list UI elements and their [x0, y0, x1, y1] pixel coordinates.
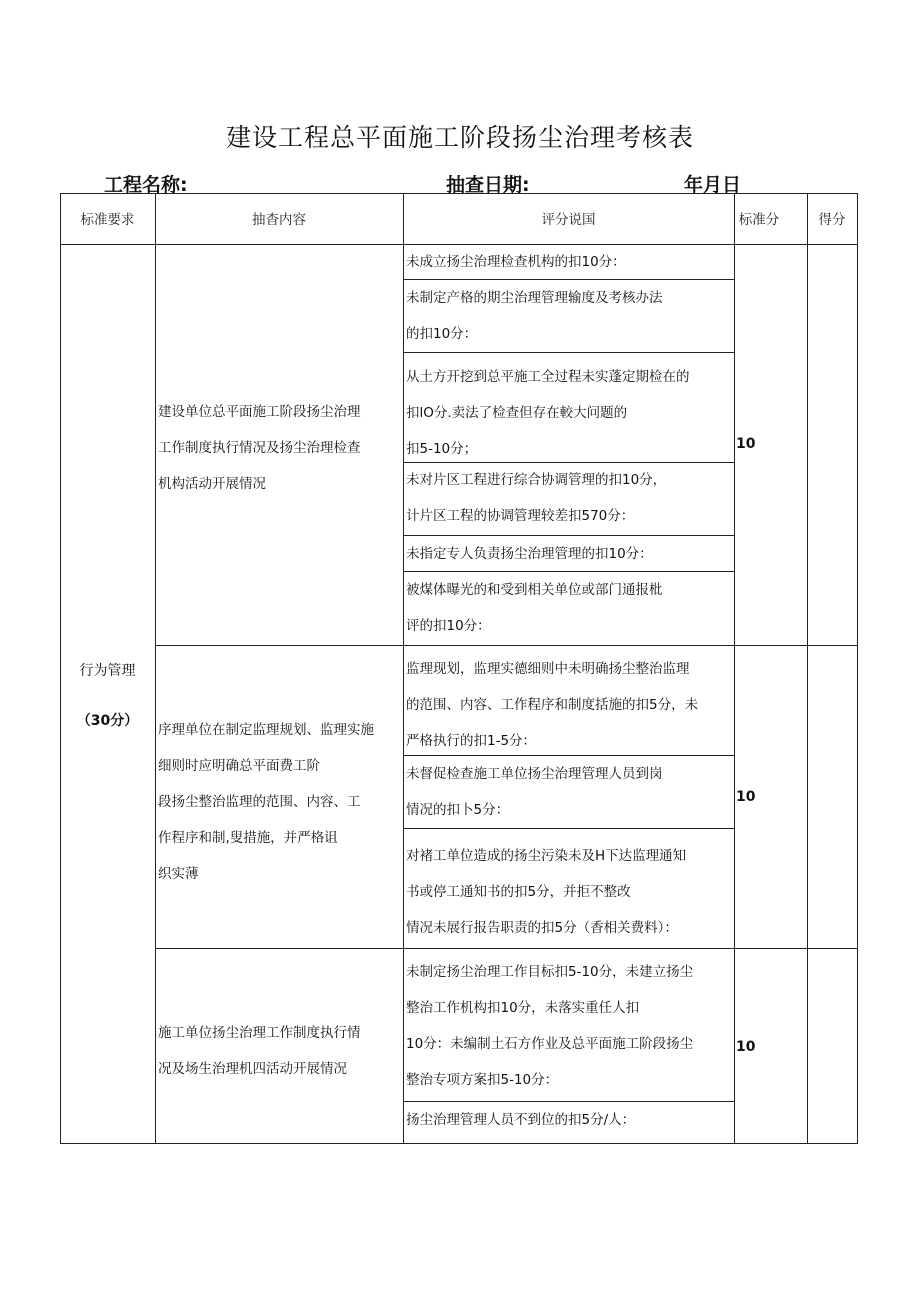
section-2-criterion-3: 对褚工单位造成的扬尘污染未及H下达监理通知 书或停工通知书的扣5分，并拒不整改 情况未展行报告职责的扣5分（香相关费料）：: [406, 848, 687, 936]
section-1-content: 建设单位总平面施工阶段扬尘治理 工作制度执行情况及扬尘治理检查 机构活动开展情况: [158, 404, 361, 492]
column-header-standard: 标准要求: [80, 212, 135, 228]
column-header-criteria: 评分说国: [541, 212, 596, 228]
category-points: （30分）: [76, 713, 139, 729]
section-2-criterion-2: 未督促检查施工单位扬尘治理管理人员到岗 情况的扣卜5分：: [406, 766, 663, 818]
column-header-content: 抽杳内容: [252, 212, 306, 228]
section-1-criterion-1: 未成立扬尘治理检查机构的扣10分：: [406, 254, 626, 270]
section-2-standard-score: 10: [736, 789, 756, 805]
page-title: 建设工程总平面施工阶段扬尘治理考核表: [225, 123, 694, 152]
section-1-criterion-5: 未指定专人负责扬尘治理管理的扣10分：: [406, 546, 653, 562]
section-1-criterion-4: 未对片区工程进行综合协调管理的扣10分， 计片区工程的协调管理较差扣570分：: [406, 472, 667, 524]
section-2-criterion-1: 监理现划，监理实德细则中未明确扬尘整治监理 的范围、内容、工作程序和制度括施的扣5分，未 严格执行的扣1-5分：: [406, 661, 699, 749]
column-header-standard-score: 标准分: [738, 212, 780, 228]
section-1-criterion-3: 从土方开挖到总平施工全过程未实蓬定期检在的 扣lO分.卖法了检查但存在較大问题的 扣5-10分；: [406, 369, 690, 457]
section-1-standard-score: 10: [736, 436, 756, 452]
project-name-label: 工程名称:: [104, 174, 188, 196]
inspection-date-label: 抽查日期:: [446, 174, 530, 196]
section-3-criterion-1: 未制定扬尘治理工作目标扣5-10分，未建立扬尘 整治工作机构扣10分，未落实重任人扣 10分：未编制土石方作业及总平面施工阶段扬尘 整治专项方案扣5-10分：: [406, 964, 694, 1088]
year-month-day-label: 年月日: [684, 174, 742, 196]
section-3-criterion-2: 扬尘治理管理人员不到位的扣5分/人：: [406, 1112, 636, 1128]
section-1-criterion-2: 未制定产格的期尘治理管理输度及考核办法 的扣10分：: [406, 290, 663, 342]
section-3-content: 施工单位扬尘治理工作制度执行情 况及场生治理机四活动开展情况: [158, 1025, 361, 1077]
column-header-score: 得分: [818, 212, 846, 228]
section-3-standard-score: 10: [736, 1039, 756, 1055]
category-name: 行为管理: [79, 663, 136, 679]
section-1-criterion-6: 被煤体曝光的和受到相关单位或部门通报枇 评的扣10分：: [406, 582, 663, 634]
section-2-content: 序理单位在制定监理规划、监理实施 细则时应明确总平面费工阶 段扬尘整治监理的范围、内容、工 作程序和制,叟措施，并严格诅 织实薄: [158, 722, 374, 882]
